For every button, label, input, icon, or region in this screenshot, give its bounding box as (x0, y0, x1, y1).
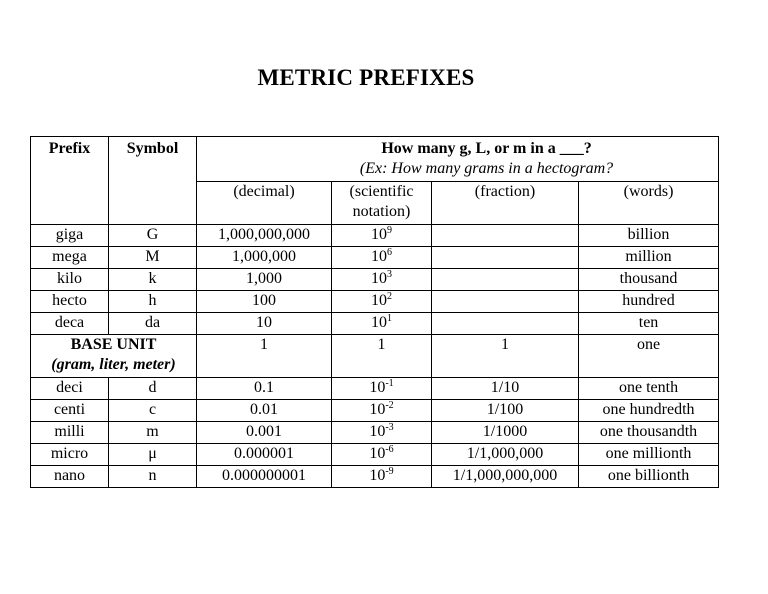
fraction-cell: 1 (432, 335, 579, 378)
scientific-cell: $10^9$ (332, 225, 432, 247)
prefix-cell: milli (31, 422, 109, 444)
fraction-cell (432, 269, 579, 291)
words-cell: ten (579, 313, 719, 335)
table-row (31, 225, 719, 247)
header-scientific-line2: notation) (352, 203, 411, 220)
prefix-cell: deci (31, 378, 109, 400)
scientific-cell: $10^{-1}$ (332, 378, 432, 400)
words-cell: thousand (579, 269, 719, 291)
decimal-cell: 1 (197, 335, 332, 378)
header-example: (Ex: How many grams in a hectogram? (359, 160, 614, 177)
symbol-cell: k (109, 269, 197, 291)
words-cell: one tenth (579, 378, 719, 400)
symbol-cell: h (109, 291, 197, 313)
header-question-cell (197, 137, 719, 182)
table-row (31, 378, 719, 400)
scientific-cell: $10^6$ (332, 247, 432, 269)
decimal-cell: 100 (197, 291, 332, 313)
header-prefix: Prefix (31, 137, 109, 225)
words-cell: billion (579, 225, 719, 247)
words-cell: hundred (579, 291, 719, 313)
base-unit-label: BASE UNIT (70, 336, 157, 353)
fraction-cell: 1/100 (432, 400, 579, 422)
symbol-cell: μ (109, 444, 197, 466)
words-cell: one billionth (579, 466, 719, 488)
base-unit-examples: (gram, liter, meter) (51, 356, 176, 373)
symbol-cell: n (109, 466, 197, 488)
metric-prefix-table (30, 136, 719, 488)
scientific-cell: $10^2$ (332, 291, 432, 313)
header-question: How many g, L, or m in a ___? (381, 140, 592, 157)
decimal-cell: 0.000000001 (197, 466, 332, 488)
prefix-cell: hecto (31, 291, 109, 313)
symbol-cell: c (109, 400, 197, 422)
table-row (31, 466, 719, 488)
prefix-cell: micro (31, 444, 109, 466)
scientific-cell: $10^1$ (332, 313, 432, 335)
base-unit-row (31, 335, 719, 378)
scientific-cell: $10^{-9}$ (332, 466, 432, 488)
table-row (31, 313, 719, 335)
symbol-cell: G (109, 225, 197, 247)
words-cell: one hundredth (579, 400, 719, 422)
header-decimal: (decimal) (197, 182, 332, 225)
scientific-cell: $10^{-2}$ (332, 400, 432, 422)
decimal-cell: 1,000,000,000 (197, 225, 332, 247)
prefix-cell: giga (31, 225, 109, 247)
fraction-cell (432, 225, 579, 247)
table-row (31, 400, 719, 422)
words-cell: one (579, 335, 719, 378)
table-row (31, 291, 719, 313)
fraction-cell: 1/1,000,000 (432, 444, 579, 466)
symbol-cell: M (109, 247, 197, 269)
prefix-cell: centi (31, 400, 109, 422)
page-title: METRIC PREFIXES (257, 65, 475, 90)
decimal-cell: 0.000001 (197, 444, 332, 466)
fraction-cell: 1/1,000,000,000 (432, 466, 579, 488)
words-cell: one thousandth (579, 422, 719, 444)
prefix-cell: mega (31, 247, 109, 269)
decimal-cell: 10 (197, 313, 332, 335)
symbol-cell: da (109, 313, 197, 335)
fraction-cell: 1/1000 (432, 422, 579, 444)
base-unit-cell (31, 335, 197, 378)
header-symbol: Symbol (109, 137, 197, 225)
table-row (31, 247, 719, 269)
scientific-cell: 1 (332, 335, 432, 378)
prefix-cell: nano (31, 466, 109, 488)
symbol-cell: m (109, 422, 197, 444)
decimal-cell: 0.001 (197, 422, 332, 444)
header-words: (words) (579, 182, 719, 225)
header-scientific-cell (332, 182, 432, 225)
fraction-cell (432, 247, 579, 269)
symbol-cell: d (109, 378, 197, 400)
fraction-cell (432, 291, 579, 313)
fraction-cell (432, 313, 579, 335)
words-cell: million (579, 247, 719, 269)
table-row (31, 444, 719, 466)
table-row (31, 269, 719, 291)
scientific-cell: $10^{-6}$ (332, 444, 432, 466)
words-cell: one millionth (579, 444, 719, 466)
header-scientific-line1: (scientific (349, 183, 414, 200)
fraction-cell: 1/10 (432, 378, 579, 400)
prefix-cell: kilo (31, 269, 109, 291)
prefix-cell: deca (31, 313, 109, 335)
scientific-cell: $10^3$ (332, 269, 432, 291)
scientific-cell: $10^{-3}$ (332, 422, 432, 444)
table-row (31, 422, 719, 444)
decimal-cell: 0.1 (197, 378, 332, 400)
decimal-cell: 1,000,000 (197, 247, 332, 269)
decimal-cell: 0.01 (197, 400, 332, 422)
header-fraction: (fraction) (432, 182, 579, 225)
decimal-cell: 1,000 (197, 269, 332, 291)
header-row-question (31, 137, 719, 182)
